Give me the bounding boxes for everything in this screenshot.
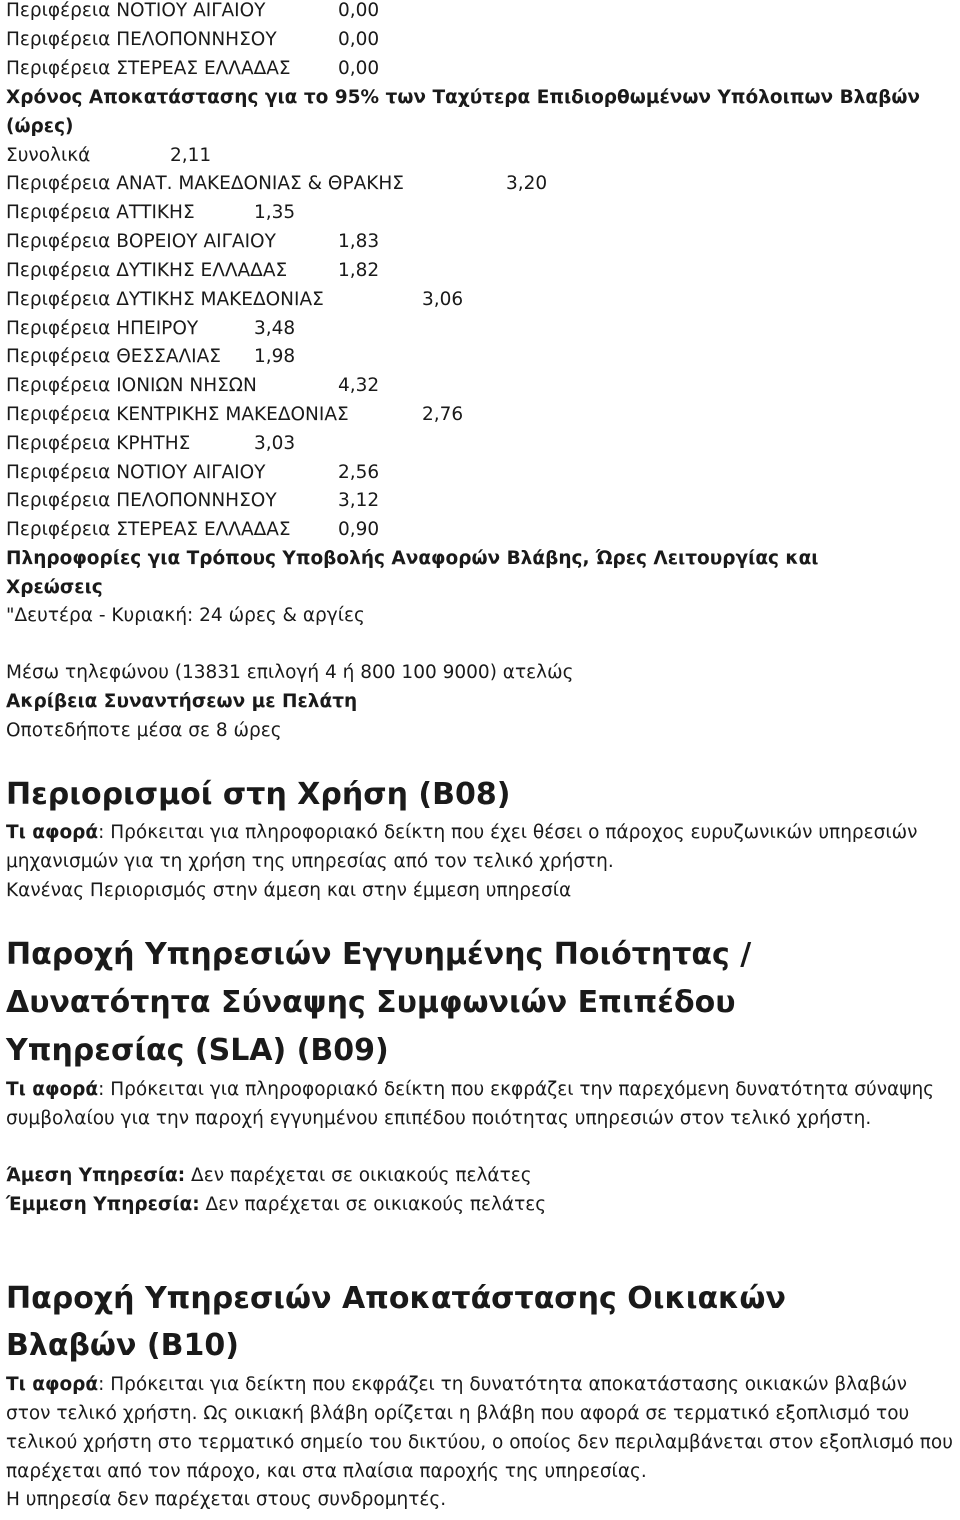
region-value: 3,06 [422, 289, 464, 310]
region-label: Περιφέρεια ΝΟΤΙΟΥ ΑΙΓΑΙΟΥ [6, 0, 266, 21]
direct-label: Άμεση Υπηρεσία: [6, 1165, 186, 1186]
region-label: Περιφέρεια ΠΕΛΟΠΟΝΝΗΣΟΥ [6, 490, 277, 511]
region-value: 3,48 [254, 318, 296, 339]
region-row [6, 0, 380, 24]
region-row [6, 229, 380, 255]
region-label: Περιφέρεια ΠΕΛΟΠΟΝΝΗΣΟΥ [6, 29, 277, 50]
region-value: 0,90 [338, 519, 380, 540]
indirect-label: Έμμεση Υπηρεσία: [6, 1194, 200, 1215]
total-row [6, 143, 212, 169]
b10-heading-line2: Βλαβών (B10) [6, 1328, 239, 1363]
concerns-label: Τι αφορά [6, 822, 99, 843]
region-row [6, 402, 464, 428]
region-row [6, 27, 380, 53]
region-row [6, 56, 380, 82]
section-title-cont: (ώρες) [6, 116, 74, 137]
info-hours: "Δευτέρα - Κυριακή: 24 ώρες & αργίες [6, 605, 365, 626]
region-label: Περιφέρεια ΔΥΤΙΚΗΣ ΜΑΚΕΔΟΝΙΑΣ [6, 289, 324, 310]
region-label: Περιφέρεια ΑΤΤΙΚΗΣ [6, 202, 195, 223]
region-row [6, 460, 380, 486]
concerns-text: : Πρόκειται για δείκτη που εκφράζει τη δυνατότητα αποκατάστασης οικιακών βλαβών στον τελικό χρήστη. Ως οικιακή βλάβη ορίζεται η βλάβη που αφορά σε τερματικό εξοπλισμό του τελικού χρήστη στο τερματικό σημείο του δικτύου, ο οποίος δεν περιλαμβάνεται στον εξοπλισμό που παρέχεται από τον πάροχο, και στα πλαίσια παροχής της υπηρεσίας. [6, 1374, 953, 1482]
region-label: Περιφέρεια ΘΕΣΣΑΛΙΑΣ [6, 346, 221, 367]
region-value: 4,32 [338, 375, 380, 396]
region-row [6, 517, 380, 543]
region-row [6, 316, 296, 342]
region-row [6, 431, 296, 457]
region-value: 1,98 [254, 346, 296, 367]
b10-heading-line1: Παροχή Υπηρεσιών Αποκατάστασης Οικιακών [6, 1281, 786, 1316]
region-label: Περιφέρεια ΔΥΤΙΚΗΣ ΕΛΛΑΔΑΣ [6, 260, 288, 281]
b09-concerns [6, 1075, 956, 1133]
appointments-title: Ακρίβεια Συναντήσεων με Πελάτη [6, 691, 358, 712]
concerns-text: : Πρόκειται για πληροφοριακό δείκτη που έχει θέσει ο πάροχος ευρυζωνικών υπηρεσιών μηχανισμών για τη χρήση της υπηρεσίας από τον τελικό χρήστη. [6, 822, 918, 872]
region-value: 1,82 [338, 260, 380, 281]
region-row [6, 171, 548, 197]
region-label: Περιφέρεια ΙΟΝΙΩΝ ΝΗΣΩΝ [6, 375, 257, 396]
b09-indirect [6, 1192, 546, 1218]
region-value: 1,83 [338, 231, 380, 252]
region-label: Περιφέρεια ΑΝΑΤ. ΜΑΚΕΔΟΝΙΑΣ & ΘΡΑΚΗΣ [6, 173, 404, 194]
region-row [6, 373, 380, 399]
region-label: Περιφέρεια ΝΟΤΙΟΥ ΑΙΓΑΙΟΥ [6, 462, 266, 483]
appointments-text: Οποτεδήποτε μέσα σε 8 ώρες [6, 720, 282, 741]
region-value: 0,00 [338, 0, 380, 21]
region-value: 0,00 [338, 29, 380, 50]
indirect-text: Δεν παρέχεται σε οικιακούς πελάτες [199, 1194, 547, 1215]
region-row [6, 488, 380, 514]
info-title: Πληροφορίες για Τρόπους Υποβολής Αναφορών Βλάβης, Ώρες Λειτουργίας και [6, 548, 819, 569]
total-value: 2,11 [170, 145, 212, 166]
region-row [6, 258, 380, 284]
info-phone: Μέσω τηλεφώνου (13831 επιλογή 4 ή 800 100 9000) ατελώς [6, 662, 574, 683]
region-value: 3,03 [254, 433, 296, 454]
info-title-cont: Χρεώσεις [6, 577, 103, 598]
region-value: 3,20 [506, 173, 548, 194]
b08-heading: Περιορισμοί στη Χρήση (B08) [6, 777, 511, 812]
section-title: Χρόνος Αποκατάστασης για το 95% των Ταχύτερα Επιδιορθωμένων Υπόλοιπων Βλαβών [6, 87, 921, 108]
region-row [6, 344, 296, 370]
region-label: Περιφέρεια ΒΟΡΕΙΟΥ ΑΙΓΑΙΟΥ [6, 231, 276, 252]
concerns-label: Τι αφορά [6, 1079, 99, 1100]
region-row [6, 287, 464, 313]
b09-heading-line3: Υπηρεσίας (SLA) (B09) [6, 1033, 389, 1068]
b10-note: Η υπηρεσία δεν παρέχεται στους συνδρομητές. [6, 1489, 447, 1510]
region-value: 3,12 [338, 490, 380, 511]
region-value: 2,56 [338, 462, 380, 483]
region-value: 0,00 [338, 58, 380, 79]
total-label: Συνολικά [6, 145, 91, 166]
region-row [6, 200, 296, 226]
region-label: Περιφέρεια ΚΡΗΤΗΣ [6, 433, 191, 454]
b09-heading-line2: Δυνατότητα Σύναψης Συμφωνιών Επιπέδου [6, 985, 736, 1020]
b10-concerns [6, 1370, 956, 1486]
region-value: 2,76 [422, 404, 464, 425]
region-label: Περιφέρεια ΣΤΕΡΕΑΣ ΕΛΛΑΔΑΣ [6, 58, 291, 79]
concerns-text: : Πρόκειται για πληροφοριακό δείκτη που εκφράζει την παρεχόμενη δυνατότητα σύναψης συμβολαίου για την παροχή εγγυημένου επιπέδου ποιότητας υπηρεσιών στον τελικό χρήστη. [6, 1079, 935, 1129]
b09-direct [6, 1163, 532, 1189]
b09-heading-line1: Παροχή Υπηρεσιών Εγγυημένης Ποιότητας / [6, 937, 752, 972]
region-value: 1,35 [254, 202, 296, 223]
concerns-label: Τι αφορά [6, 1374, 99, 1395]
region-label: Περιφέρεια ΗΠΕΙΡΟΥ [6, 318, 199, 339]
direct-text: Δεν παρέχεται σε οικιακούς πελάτες [185, 1165, 532, 1186]
b08-note: Κανένας Περιορισμός στην άμεση και στην έμμεση υπηρεσία [6, 880, 572, 901]
region-label: Περιφέρεια ΚΕΝΤΡΙΚΗΣ ΜΑΚΕΔΟΝΙΑΣ [6, 404, 349, 425]
b08-concerns [6, 818, 956, 876]
region-label: Περιφέρεια ΣΤΕΡΕΑΣ ΕΛΛΑΔΑΣ [6, 519, 291, 540]
